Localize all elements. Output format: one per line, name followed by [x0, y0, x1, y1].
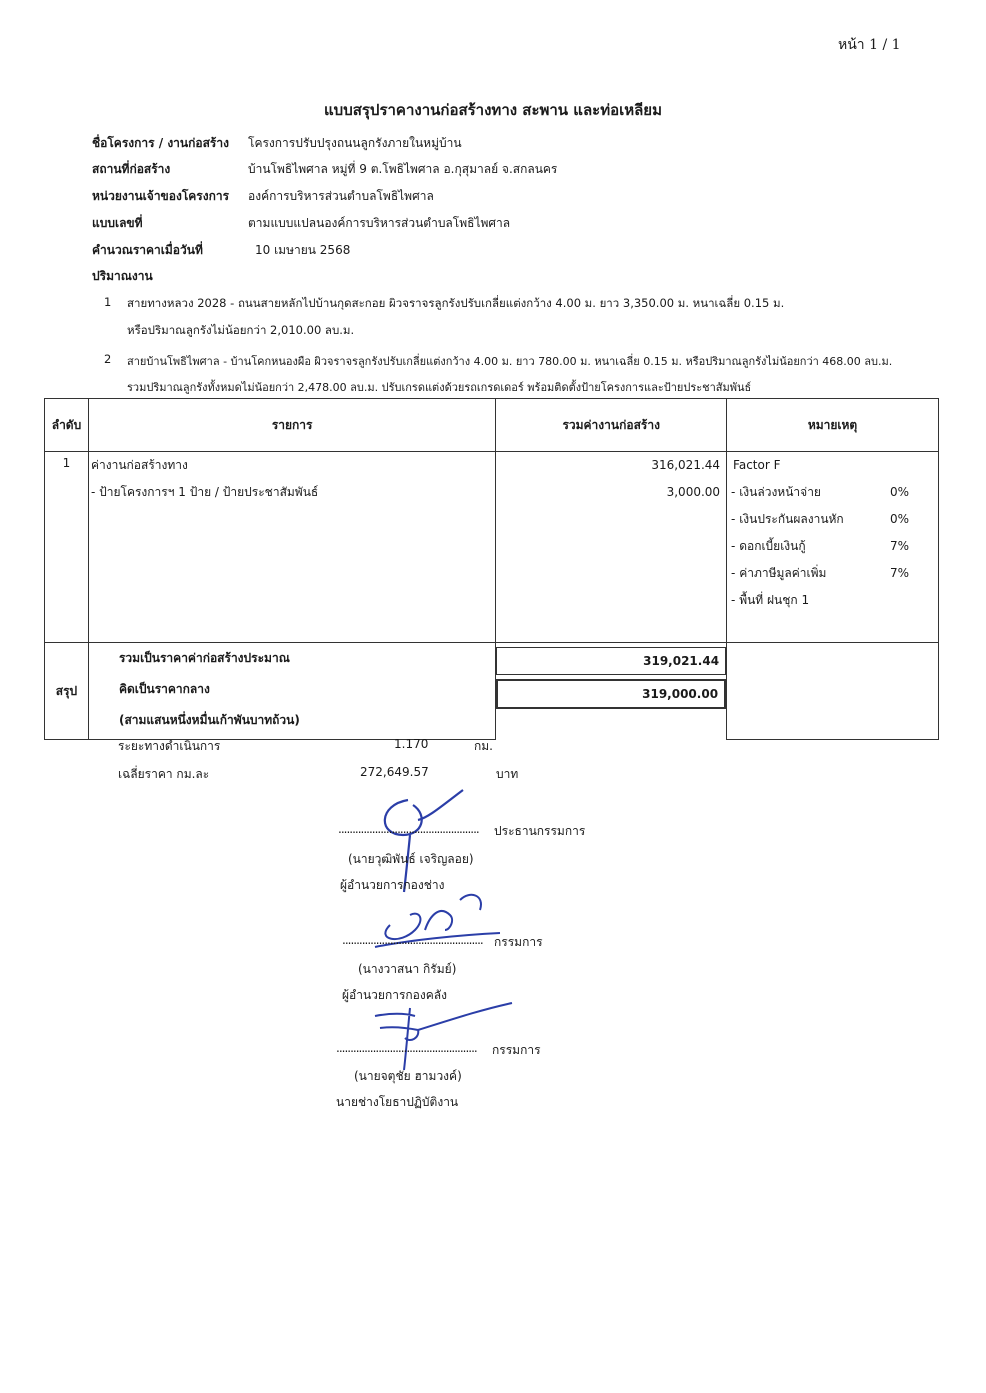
quantity-item-text: สายทางหลวง 2028 - ถนนสายหลักไปบ้านกุดสะกอย ผิวจราจรลูกรังปรับเกลี่ยแต่งกว้าง 4.00 ม. ยาว 3,350.00 ม. หนาเฉลี่ย 0.15 ม. [127, 296, 785, 310]
info-value-location: บ้านโพธิไพศาล หมู่ที่ 9 ต.โพธิไพศาล อ.กุสุมาลย์ จ.สกลนคร [248, 162, 558, 176]
page-number: หน้า 1 / 1 [838, 37, 901, 53]
signer-name: (นางวาสนา กิรัมย์) [358, 962, 457, 976]
info-value-date: 10 เมษายน 2568 [255, 243, 351, 257]
quantity-item-number: 2 [104, 352, 112, 366]
signature-role: ประธานกรรมการ [494, 824, 586, 838]
header-total: รวมค่างานก่อสร้าง [496, 399, 727, 452]
row-items [88, 452, 495, 643]
signer-position: นายช่างโยธาปฏิบัติงาน [336, 1095, 459, 1109]
row-item: - ป้ายโครงการฯ 1 ป้าย / ป้ายประชาสัมพันธ์ [90, 485, 319, 499]
remark-item: - ดอกเบี้ยเงินกู้ 7% [731, 539, 910, 553]
cost-summary-table [44, 398, 939, 740]
info-value-project: โครงการปรับปรุงถนนลูกรังภายในหมู่บ้าน [248, 136, 462, 150]
average-unit: บาท [496, 767, 519, 781]
info-label-plan: แบบเลขที่ [92, 216, 143, 230]
info-label-location: สถานที่ก่อสร้าง [92, 162, 171, 176]
distance-value: 1.170 [394, 737, 429, 751]
quantity-item-number: 1 [104, 295, 112, 309]
distance-unit: กม. [474, 739, 493, 753]
quantity-item-text-cont: รวมปริมาณลูกรังทั้งหมดไม่น้อยกว่า 2,478.00 ลบ.ม. ปรับเกรดแต่งด้วยรถเกรดเดอร์ พร้อมติดตั้งป้ายโครงการและป้ายประชาสัมพันธ์ [127, 381, 752, 394]
summary-values [496, 643, 727, 740]
total-value: 319,021.44 [496, 647, 726, 675]
row-amount: 316,021.44 [651, 458, 721, 472]
header-item: รายการ [88, 399, 495, 452]
signer-position: ผู้อำนวยการกองช่าง [340, 878, 445, 892]
signer-position: ผู้อำนวยการกองคลัง [342, 988, 447, 1002]
average-label: เฉลี่ยราคา กม.ละ [118, 767, 210, 781]
info-label-date: คำนวณราคาเมื่อวันที่ [92, 243, 203, 257]
table-row [45, 452, 939, 643]
quantity-item-text-cont: หรือปริมาณลูกรังไม่น้อยกว่า 2,010.00 ลบ.ม. [127, 323, 355, 337]
signature-role: กรรมการ [492, 1043, 541, 1057]
info-value-plan: ตามแบบแปลนองค์การบริหารส่วนตำบลโพธิไพศาล [248, 216, 511, 230]
signer-name: (นายจตุชัย ฮามวงค์) [354, 1069, 462, 1083]
signature-mark [360, 998, 520, 1073]
info-label-project: ชื่อโครงการ / งานก่อสร้าง [92, 136, 229, 150]
remark-item: - เงินล่วงหน้าจ่าย 0% [731, 485, 910, 499]
total-label: รวมเป็นราคาค่าก่อสร้างประมาณ [118, 651, 290, 665]
factor-label: Factor F [733, 458, 781, 472]
row-no: 1 [45, 452, 89, 643]
header-remark: หมายเหตุ [727, 399, 939, 452]
signature-role: กรรมการ [494, 935, 543, 949]
table-header-row [45, 399, 939, 452]
remark-item: - พื้นที่ ฝนชุก 1 [731, 593, 810, 607]
summary-remark [727, 643, 939, 740]
summary-labels [88, 643, 495, 740]
row-amount: 3,000.00 [666, 485, 721, 499]
amount-in-words: (สามแสนหนึ่งหมื่นเก้าพันบาทถ้วน) [118, 713, 300, 727]
header-no: ลำดับ [45, 399, 89, 452]
distance-label: ระยะทางดำเนินการ [118, 739, 221, 753]
signature-line: .................................................. [342, 933, 483, 947]
info-label-owner: หน่วยงานเจ้าของโครงการ [92, 189, 230, 203]
median-label: คิดเป็นราคากลาง [118, 682, 210, 696]
remark-item: - ค่าภาษีมูลค่าเพิ่ม 7% [731, 566, 910, 580]
summary-label: สรุป [45, 643, 89, 740]
median-value: 319,000.00 [496, 679, 726, 709]
info-value-owner: องค์การบริหารส่วนตำบลโพธิไพศาล [248, 189, 434, 203]
signature-line: .................................................. [338, 822, 479, 836]
signature-line: .................................................. [336, 1041, 477, 1055]
row-amounts [496, 452, 727, 643]
average-value: 272,649.57 [360, 765, 429, 779]
remark-item: - เงินประกันผลงานหัก 0% [731, 512, 910, 526]
quantity-item-text: สายบ้านโพธิไพศาล - บ้านโคกหนองผือ ผิวจราจรลูกรังปรับเกลี่ยแต่งกว้าง 4.00 ม. ยาว 780.00 ม. หนาเฉลี่ย 0.15 ม. หรือปริมาณลูกรังไม่น้อยกว่า 468.00 ลบ.ม. [127, 355, 893, 368]
summary-row [45, 643, 939, 740]
document-title: แบบสรุปราคางานก่อสร้างทาง สะพาน และท่อเหลียม [324, 101, 662, 119]
row-remarks [727, 452, 939, 643]
signer-name: (นายวุฒิพันธ์ เจริญลอย) [348, 852, 474, 866]
row-item: ค่างานก่อสร้างทาง [90, 458, 188, 472]
quantity-heading: ปริมาณงาน [92, 269, 153, 283]
